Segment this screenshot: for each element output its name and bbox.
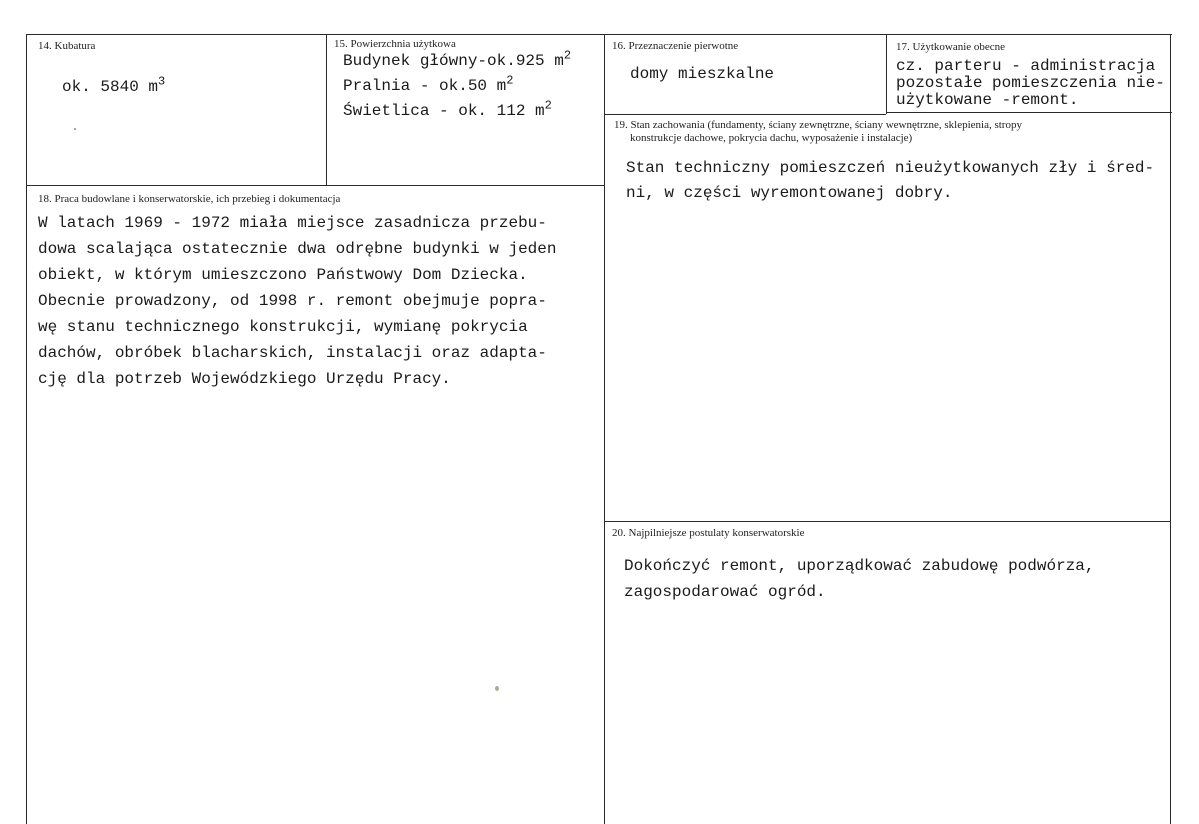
field15-line-3 — [343, 98, 552, 120]
field20-line-2: zagospodarować ogród. — [624, 583, 826, 601]
field15-line-1 — [343, 48, 572, 70]
field17-caption: 17. Użytkowanie obecne — [896, 41, 1006, 53]
field20-caption: 20. Najpilniejsze postulaty konserwatorskie — [612, 527, 805, 539]
field18-line-4: Obecnie prowadzony, od 1998 r. remont obejmuje popra- — [38, 292, 547, 310]
field18-value — [38, 210, 556, 392]
field19-caption-2: konstrukcje dachowe, pokrycia dachu, wyposażenie i instalacje) — [630, 132, 913, 144]
field18-line-5: wę stanu technicznego konstrukcji, wymianę pokrycia — [38, 318, 528, 336]
field18-line-3: obiekt, w którym umieszczono Państwowy Dom Dziecka. — [38, 266, 528, 284]
field16-value: domy mieszkalne — [630, 65, 775, 83]
left-border — [26, 34, 27, 824]
scan-speck — [495, 686, 499, 691]
field20-line-1: Dokończyć remont, uporządkować zabudowę podwórza, — [624, 557, 1095, 575]
field15-line-3-text: Świetlica - ok. 112 m — [343, 102, 545, 120]
divider-16-19 — [604, 114, 886, 115]
field15-line-2 — [343, 73, 514, 95]
divider-19-20 — [604, 521, 1170, 522]
field17-value — [896, 58, 1165, 109]
field18-line-6: dachów, obróbek blacharskich, instalacji oraz adapta- — [38, 344, 547, 362]
field15-line-1-power: 2 — [563, 48, 572, 63]
field15-line-2-power: 2 — [506, 73, 514, 88]
divider-16-17 — [886, 34, 887, 114]
divider-left-right — [604, 34, 605, 824]
field18-caption: 18. Praca budowlane i konserwatorskie, ich przebieg i dokumentacja — [38, 193, 341, 205]
field18-line-7: cję dla potrzeb Wojewódzkiego Urzędu Pracy. — [38, 370, 451, 388]
field15-line-1-text: Budynek główny-ok.925 m — [343, 52, 564, 70]
divider-14-15 — [326, 34, 327, 185]
divider-14-18 — [26, 185, 604, 186]
field19-line-2: ni, w części wyremontowanej dobry. — [626, 184, 953, 202]
field20-value — [624, 553, 1094, 605]
top-border — [26, 34, 1172, 35]
field14-value — [62, 74, 166, 96]
field16-caption: 16. Przeznaczenie pierwotne — [612, 40, 739, 52]
field19-line-1: Stan techniczny pomieszczeń nieużytkowanych zły i śred- — [626, 159, 1155, 177]
field15-line-2-text: Pralnia - ok.50 m — [343, 77, 507, 95]
field17-line-2: pozostałe pomieszczenia nie- — [896, 74, 1165, 92]
field14-value-text: ok. 5840 m — [62, 78, 159, 96]
scan-speck — [74, 128, 76, 130]
field18-line-2: dowa scalająca ostatecznie dwa odrębne budynki w jeden — [38, 240, 557, 258]
field17-line-1: cz. parteru - administracja — [896, 57, 1156, 75]
field18-line-1: W latach 1969 - 1972 miała miejsce zasadnicza przebu- — [38, 214, 547, 232]
field17-line-3: użytkowane -remont. — [896, 91, 1079, 109]
right-border — [1170, 34, 1171, 824]
field19-caption-1: 19. Stan zachowania (fundamenty, ściany zewnętrzne, ściany wewnętrzne, sklepienia, stropy — [614, 119, 1022, 131]
field15-caption: 15. Powierzchnia użytkowa — [334, 38, 456, 50]
field14-unit-power: 3 — [158, 74, 166, 89]
field19-value — [626, 156, 1154, 206]
field14-caption: 14. Kubatura — [38, 40, 96, 52]
field15-line-3-power: 2 — [544, 98, 552, 113]
divider-17-19 — [886, 112, 1172, 113]
